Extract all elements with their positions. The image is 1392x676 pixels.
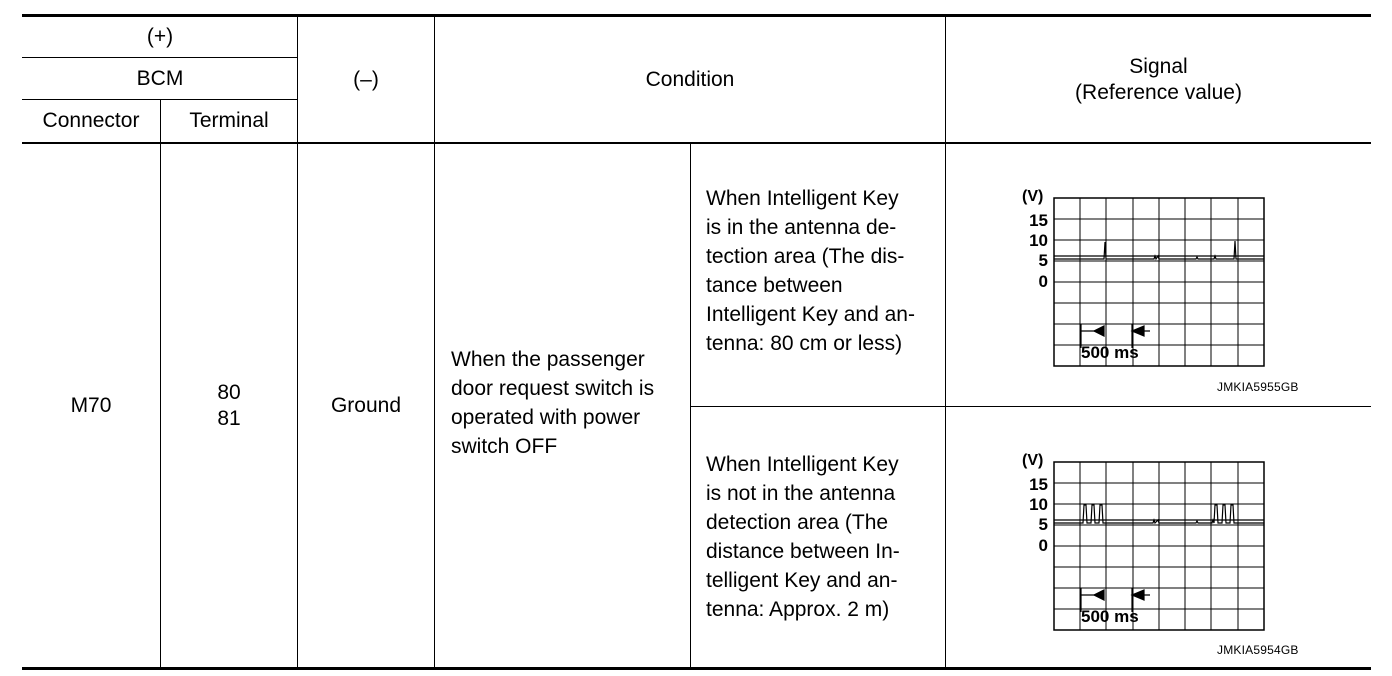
voltage-unit-label: (V): [1022, 188, 1044, 205]
sub-condition-not-in-area: [706, 450, 941, 624]
sub-condition-line: When Intelligent Key: [706, 453, 899, 476]
sub-condition-line: is in the antenna de-: [706, 216, 897, 239]
sub-condition-line: tection area (The dis-: [706, 245, 905, 268]
terminal-value-81: 81: [217, 406, 241, 430]
y-tick-label: 5: [1038, 515, 1048, 534]
voltage-unit-label: (V): [1022, 452, 1044, 469]
oscilloscope-waveform-in-area: [1010, 183, 1280, 373]
condition-subcondition-divider: [690, 143, 691, 668]
sub-condition-in-area: [706, 184, 941, 358]
condition-row-divider: [690, 406, 1371, 407]
main-condition-line: door request switch is: [451, 377, 655, 400]
main-condition-line: When the passenger: [451, 348, 645, 371]
main-condition-text: [451, 345, 686, 461]
y-tick-label: 10: [1029, 495, 1048, 514]
y-tick-label: 15: [1029, 475, 1048, 494]
signal-header-title: Signal: [1129, 55, 1188, 79]
y-tick-label: 0: [1038, 272, 1048, 291]
sub-condition-line: When Intelligent Key: [706, 187, 899, 210]
ground-value: Ground: [330, 393, 402, 417]
plus-header: (+): [146, 25, 174, 49]
sub-condition-line: is not in the antenna: [706, 482, 896, 505]
sub-condition-line: tenna: 80 cm or less): [706, 332, 903, 355]
signal-header: [946, 17, 1371, 142]
y-tick-label: 0: [1038, 536, 1048, 555]
terminal-values: [161, 144, 297, 667]
signal-header-subtitle: (Reference value): [1075, 80, 1242, 104]
time-scale-label: 500 ms: [1081, 607, 1139, 626]
oscilloscope-waveform-not-in-area: [1010, 447, 1280, 637]
y-tick-label: 10: [1029, 231, 1048, 250]
table-bottom-border: [22, 667, 1371, 670]
sub-condition-line: detection area (The: [706, 511, 889, 534]
terminal-value-80: 80: [217, 381, 241, 405]
scope-grid: [1054, 198, 1264, 366]
time-scale-label: 500 ms: [1081, 343, 1139, 362]
y-tick-label: 15: [1029, 211, 1048, 230]
sub-condition-line: telligent Key and an-: [706, 569, 898, 592]
connector-value: M70: [70, 393, 112, 417]
scope-grid: [1054, 462, 1264, 630]
sub-condition-line: tance between: [706, 274, 843, 297]
figure-code: JMKIA5954GB: [1217, 643, 1299, 657]
bcm-header: BCM: [136, 66, 184, 90]
sub-condition-line: Intelligent Key and an-: [706, 303, 915, 326]
figure-code: JMKIA5955GB: [1217, 380, 1299, 394]
terminal-header: Terminal: [189, 109, 269, 133]
sub-condition-line: distance between In-: [706, 540, 900, 563]
sub-condition-line: tenna: Approx. 2 m): [706, 598, 890, 621]
y-tick-label: 5: [1038, 251, 1048, 270]
minus-header: (–): [353, 67, 379, 91]
connector-header: Connector: [42, 109, 140, 133]
main-condition-line: operated with power: [451, 406, 641, 429]
main-condition-line: switch OFF: [451, 435, 558, 458]
condition-header: Condition: [645, 67, 735, 91]
